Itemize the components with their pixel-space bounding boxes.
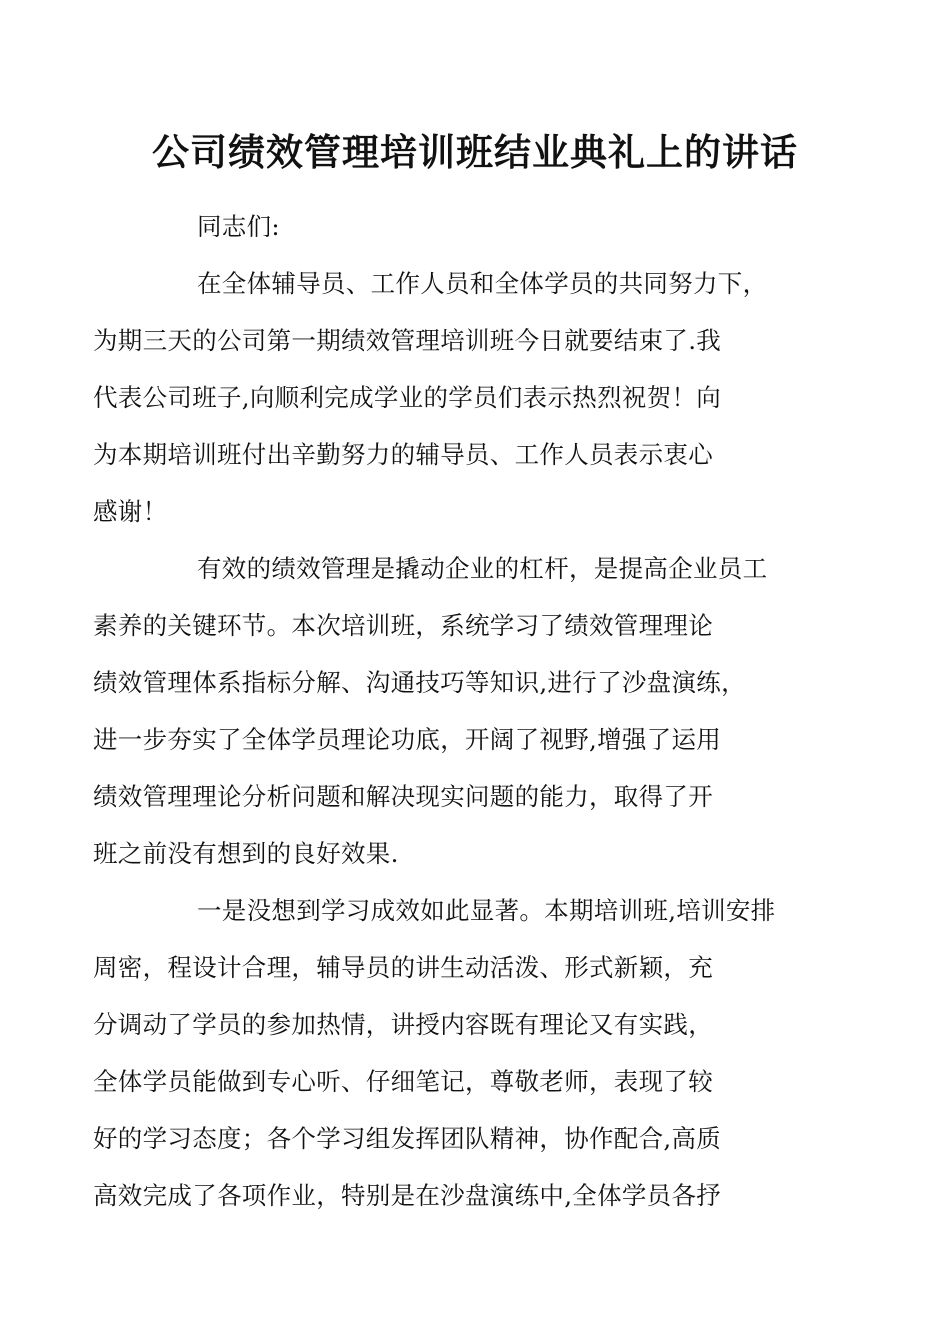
paragraph-line: 分调动了学员的参加热情，讲授内容既有理论又有实践， [93,1010,713,1039]
document-body [93,198,813,1224]
paragraph-line: 进一步夯实了全体学员理论功底，开阔了视野,增强了运用 [93,725,722,754]
paragraph-line: 全体学员能做到专心听、仔细笔记，尊敬老师，表现了较 [93,1067,713,1096]
paragraph-2 [93,540,813,882]
paragraph-line: 周密，程设计合理，辅导员的讲生动活泼、形式新颖，充 [93,953,713,982]
paragraph-line: 素养的关键环节。本次培训班，系统学习了绩效管理理论 [93,611,713,640]
paragraph-line: 在全体辅导员、工作人员和全体学员的共同努力下， [197,269,768,298]
document-title: 公司绩效管理培训班结业典礼上的讲话 [152,130,798,174]
paragraph-1 [93,255,813,540]
paragraph-line: 绩效管理理论分析问题和解决现实问题的能力，取得了开 [93,782,713,811]
paragraph-line: 好的学习态度；各个学习组发挥团队精神，协作配合,高质 [93,1124,722,1153]
paragraph-line: 高效完成了各项作业，特别是在沙盘演练中,全体学员各抒 [93,1181,722,1210]
paragraph-line: 一是没想到学习成效如此显著。本期培训班,培训安排 [197,896,776,925]
salutation: 同志们: [197,212,280,241]
paragraph-line: 代表公司班子,向顺利完成学业的学员们表示热烈祝贺！向 [93,383,722,412]
paragraph-line: 班之前没有想到的良好效果. [93,839,399,868]
paragraph-line: 为本期培训班付出辛勤努力的辅导员、工作人员表示衷心 [93,440,713,469]
paragraph-line: 感谢！ [93,497,168,526]
paragraph-line: 为期三天的公司第一期绩效管理培训班今日就要结束了.我 [93,326,722,355]
paragraph-3 [93,882,813,1224]
paragraph-line: 绩效管理体系指标分解、沟通技巧等知识,进行了沙盘演练， [93,668,746,697]
paragraph-line: 有效的绩效管理是撬动企业的杠杆，是提高企业员工 [197,554,768,583]
